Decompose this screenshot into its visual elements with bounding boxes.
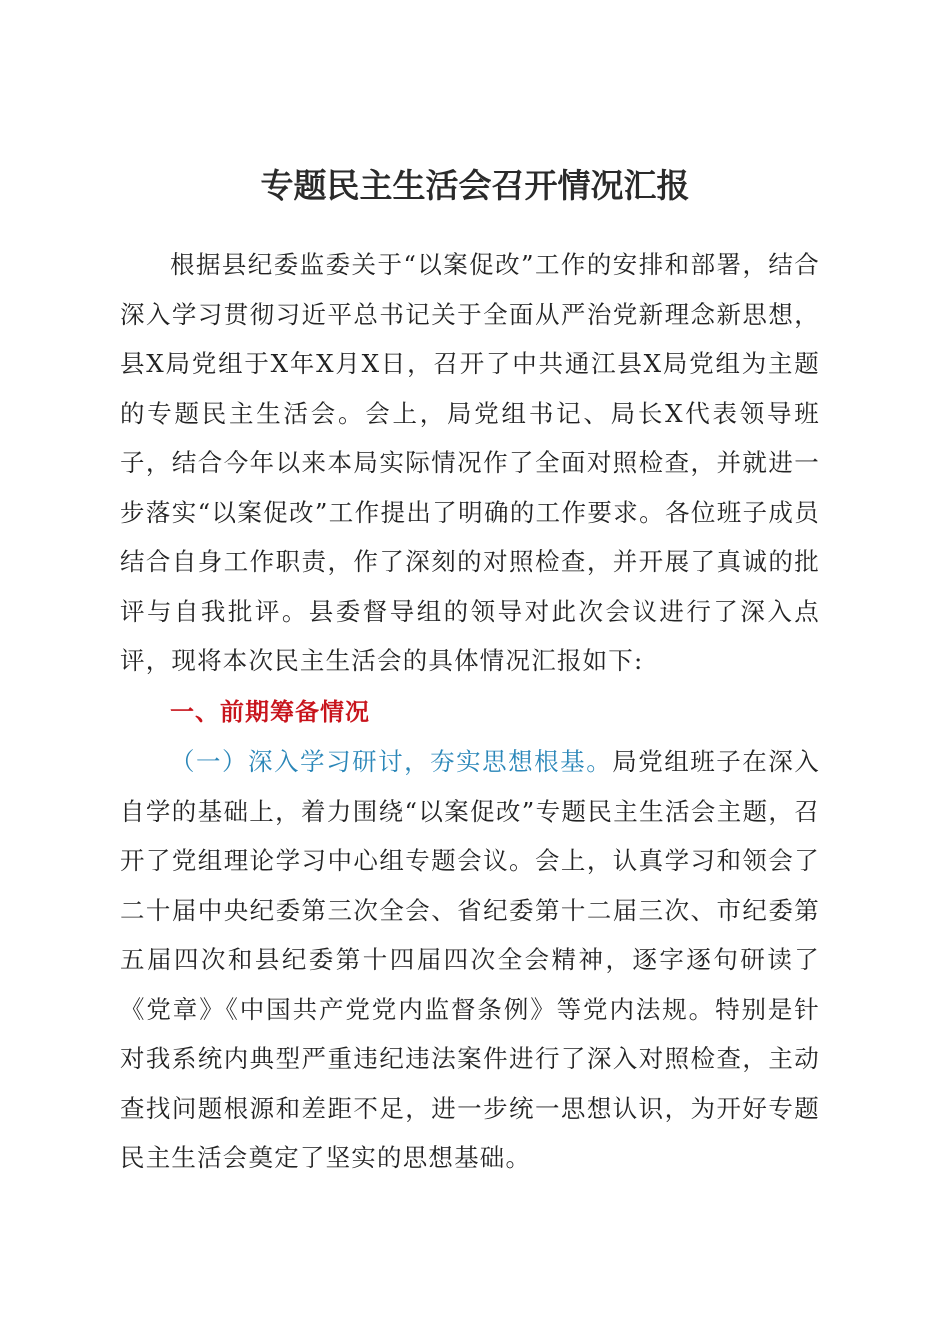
- subsection-body-study: 局党组班子在深入自学的基础上，着力围绕“以案促改”专题民主生活会主题，召开了党组理论学习中心组专题会议。会上，认真学习和领会了二十届中央纪委第三次全会、省纪委第十二届三次、市纪委第五届四次和县纪委第十四届四次全会精神，逐字逐句研读了《党章》《中国共产党党内监督条例》等党内法规。特别是针对我系统内典型严重违纪违法案件进行了深入对照检查，主动查找问题根源和差距不足，进一步统一思想认识，为开好专题民主生活会奠定了坚实的思想基础。: [120, 747, 820, 1172]
- subsection-heading-study: （一）深入学习研讨，夯实思想根基。: [170, 747, 613, 776]
- subsection-paragraph-study: [120, 737, 820, 1183]
- document-title: 专题民主生活会召开情况汇报: [260, 166, 690, 205]
- section-heading-preparation: 一、前期筹备情况: [170, 698, 370, 726]
- intro-paragraph: 根据县纪委监委关于“以案促改”工作的安排和部署，结合深入学习贯彻习近平总书记关于全面从严治党新理念新思想，县X局党组于X年X月X日，召开了中共通江县X局党组为主题的专题民主生活会。会上，局党组书记、局长X代表领导班子，结合今年以来本局实际情况作了全面对照检查，并就进一步落实“以案促改”工作提出了明确的工作要求。各位班子成员结合自身工作职责，作了深刻的对照检查，并开展了真诚的批评与自我批评。县委督导组的领导对此次会议进行了深入点评，现将本次民主生活会的具体情况汇报如下:: [120, 250, 820, 675]
